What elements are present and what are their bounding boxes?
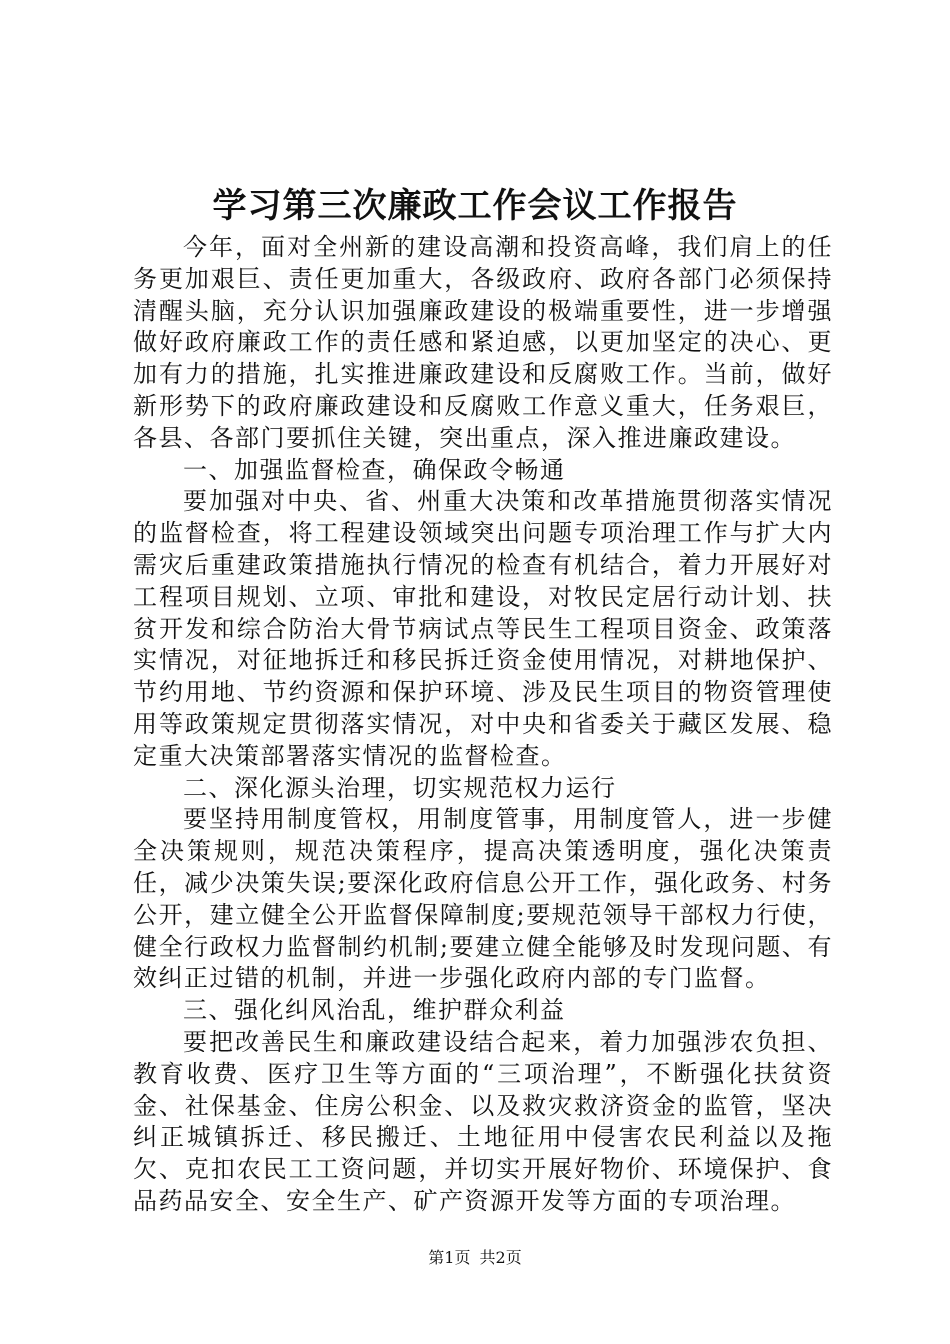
section-paragraph-2: 要坚持用制度管权，用制度管事，用制度管人，进一步健全决策规则，规范决策程序，提高决策透明度，强化决策责任，减少决策失误;要深化政府信息公开工作，强化政务、村务公开，建立健全公开监督保障制度;要规范领导干部权力行使，健全行政权力监督制约机制;要建立健全能够及时发现问题、有效纠正过错的机制，并进一步强化政府内部的专门监督。 xyxy=(133,805,833,993)
document-title: 学习第三次廉政工作会议工作报告 xyxy=(212,186,738,226)
section-paragraph-3: 要把改善民生和廉政建设结合起来，着力加强涉农负担、教育收费、医疗卫生等方面的“三项治理”，不断强化扶贫资金、社保基金、住房公积金、以及救灾救济资金的监管，坚决纠正城镇拆迁、移民搬迁、土地征用中侵害农民利益以及拖欠、克扣农民工工资问题，并切实开展好物价、环境保护、食品药品安全、安全生产、矿产资源开发等方面的专项治理。 xyxy=(133,1027,833,1215)
page-number: 第1页 xyxy=(428,1248,471,1267)
page-footer xyxy=(0,1248,950,1268)
section-heading-1: 一、加强监督检查，确保政令畅通 xyxy=(183,455,566,484)
section-heading-2: 二、深化源头治理，切实规范权力运行 xyxy=(183,773,617,802)
page-total: 共2页 xyxy=(479,1248,522,1267)
document-body xyxy=(133,232,833,1218)
section-heading-3: 三、强化纠风治乱，维护群众利益 xyxy=(183,996,566,1025)
section-paragraph-1: 要加强对中央、省、州重大决策和改革措施贯彻落实情况的监督检查，将工程建设领域突出问题专项治理工作与扩大内需灾后重建政策措施执行情况的检查有机结合，着力开展好对工程项目规划、立项、审批和建设，对牧民定居行动计划、扶贫开发和综合防治大骨节病试点等民生工程项目资金、政策落实情况，对征地拆迁和移民拆迁资金使用情况，对耕地保护、节约用地、节约资源和保护环境、涉及民生项目的物资管理使用等政策规定贯彻落实情况，对中央和省委关于藏区发展、稳定重大决策部署落实情况的监督检查。 xyxy=(133,487,833,770)
intro-paragraph: 今年，面对全州新的建设高潮和投资高峰，我们肩上的任务更加艰巨、责任更加重大，各级政府、政府各部门必须保持清醒头脑，充分认识加强廉政建设的极端重要性，进一步增强做好政府廉政工作的责任感和紧迫感，以更加坚定的决心、更加有力的措施，扎实推进廉政建设和反腐败工作。当前，做好新形势下的政府廉政建设和反腐败工作意义重大，任务艰巨，各县、各部门要抓住关键，突出重点，深入推进廉政建设。 xyxy=(133,233,833,452)
